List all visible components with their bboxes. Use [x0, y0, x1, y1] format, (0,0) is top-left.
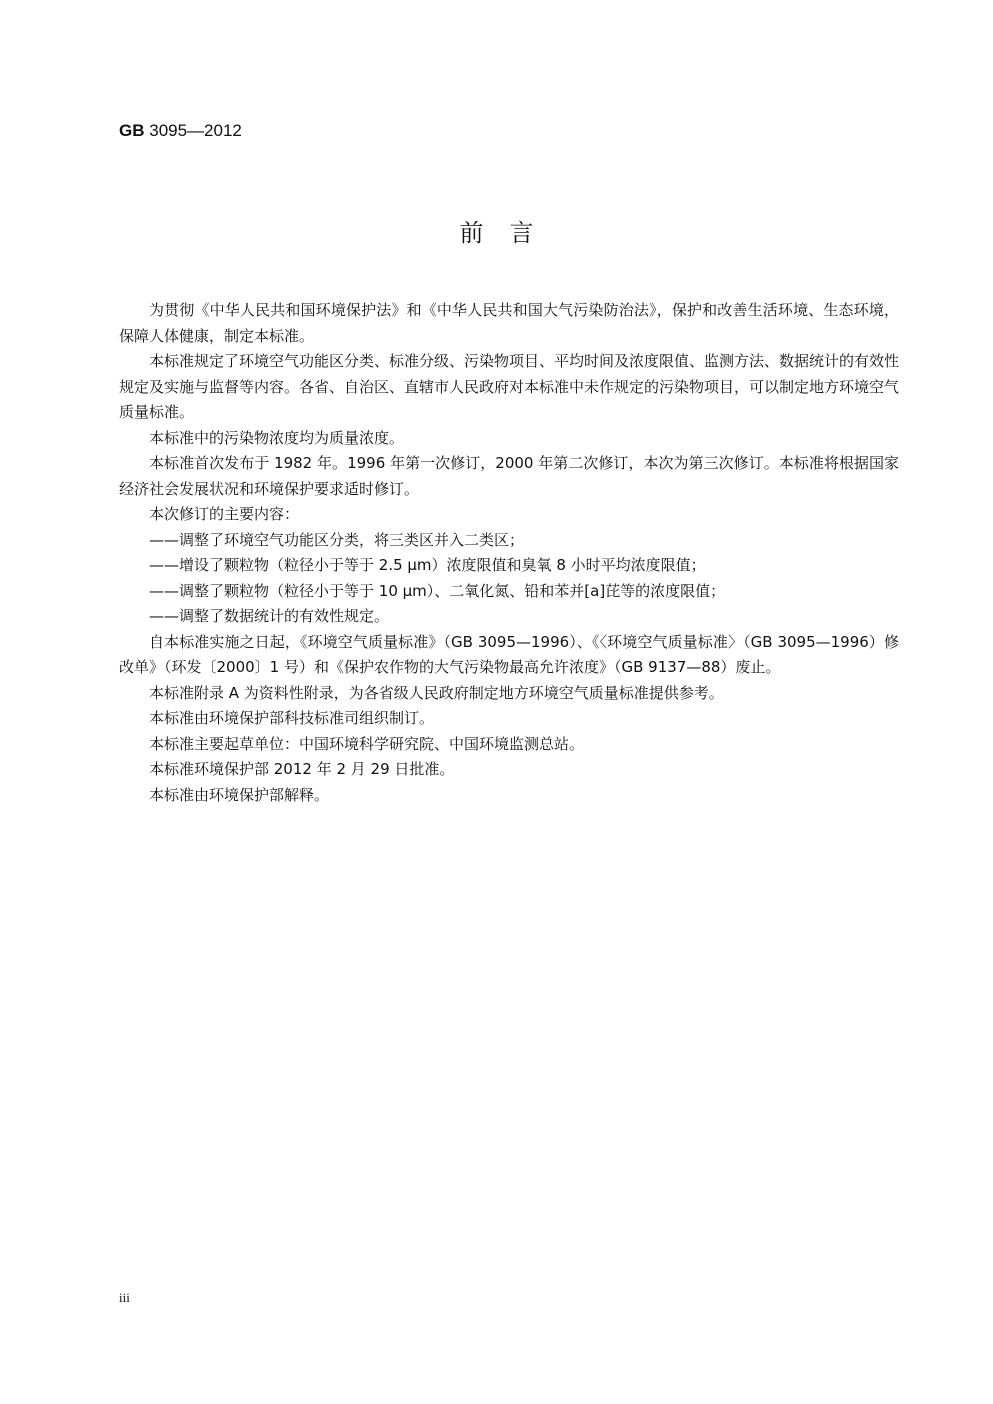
revision-item: ——调整了颗粒物（粒径小于等于 10 μm）、二氧化氮、铅和苯并[a]芘等的浓度限值； — [149, 581, 726, 600]
revision-item: ——调整了数据统计的有效性规定。 — [149, 607, 390, 625]
paragraph-drafters: 本标准主要起草单位：中国环境科学研究院、中国环境监测总站。 — [149, 734, 585, 753]
standard-code — [119, 120, 242, 142]
paragraph-concentration: 本标准中的污染物浓度均为质量浓度。 — [149, 428, 405, 447]
paragraph-history: 本标准首次发布于 1982 年。1996 年第一次修订，2000 年第二次修订，本次为第三次修订。本标准将根据国家经济社会发展状况和环境保护要求适时修订。 — [119, 454, 899, 498]
standard-code-number: 3095—2012 — [149, 121, 242, 140]
revision-item: ——增设了颗粒物（粒径小于等于 2.5 μm）浓度限值和臭氧 8 小时平均浓度限值； — [149, 556, 706, 574]
page-title-char-1: 前 — [459, 219, 484, 247]
page-title — [0, 215, 993, 251]
paragraph-superseded: 自本标准实施之日起，《环境空气质量标准》（GB 3095—1996）、《〈环境空气质量标准〉（GB 3095—1996）修改单》（环发〔2000〕1 号）和《保护农作物的大气污染物最高允许浓度》（GB 9137—88）废止。 — [119, 632, 899, 676]
revision-item: ——调整了环境空气功能区分类，将三类区并入二类区； — [149, 530, 525, 549]
standard-code-prefix: GB — [119, 121, 145, 140]
paragraph-purpose: 为贯彻《中华人民共和国环境保护法》和《中华人民共和国大气污染防治法》，保护和改善生活环境、生态环境，保障人体健康，制定本标准。 — [119, 301, 899, 345]
page-title-char-2: 言 — [509, 219, 534, 247]
foreword-body — [119, 298, 899, 808]
paragraph-organizer: 本标准由环境保护部科技标准司组织制订。 — [149, 709, 435, 727]
paragraph-annex: 本标准附录 A 为资料性附录，为各省级人民政府制定地方环境空气质量标准提供参考。 — [149, 683, 724, 702]
paragraph-revision-intro: 本次修订的主要内容： — [149, 505, 300, 523]
paragraph-approval: 本标准环境保护部 2012 年 2 月 29 日批准。 — [149, 760, 455, 778]
paragraph-scope: 本标准规定了环境空气功能区分类、标准分级、污染物项目、平均时间及浓度限值、监测方法、数据统计的有效性规定及实施与监督等内容。各省、自治区、直辖市人民政府对本标准中未作规定的污染物项目，可以制定地方环境空气质量标准。 — [119, 352, 900, 421]
paragraph-interpretation: 本标准由环境保护部解释。 — [149, 785, 330, 804]
page-number: iii — [119, 1290, 130, 1305]
